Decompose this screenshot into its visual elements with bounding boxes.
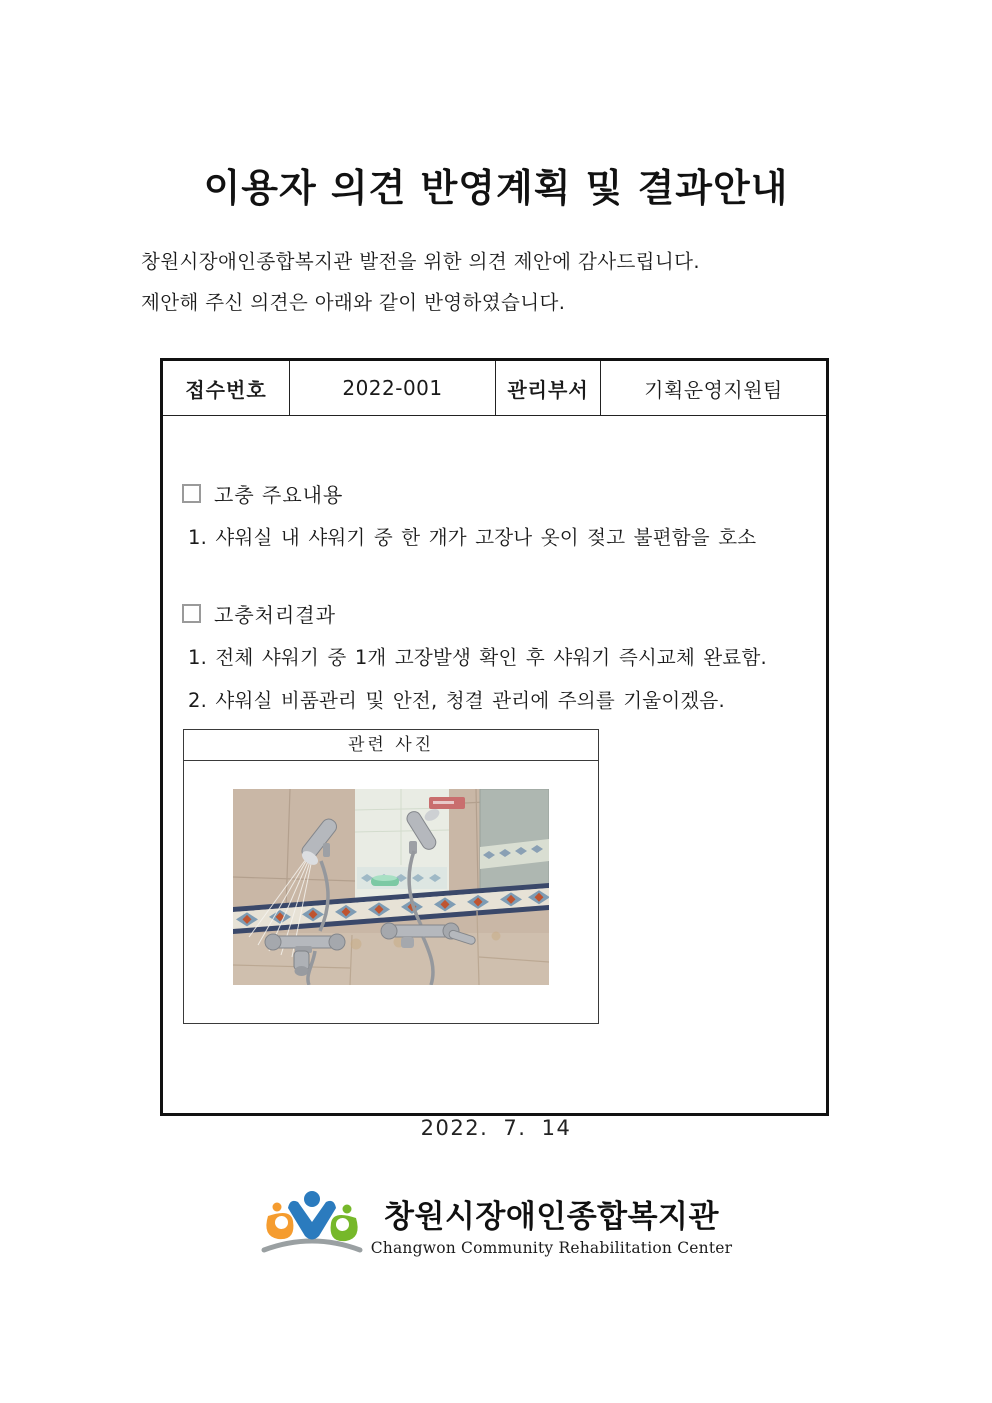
org-logo-text <box>371 1191 733 1257</box>
section-heading-result <box>182 600 810 626</box>
info-table-header-row <box>162 360 828 416</box>
result-item-1: 1. 전체 샤워기 중 1개 고장발생 확인 후 샤워기 즉시교체 완료함. <box>188 646 767 669</box>
org-logo-mark <box>260 1186 364 1262</box>
org-logo <box>0 1186 992 1262</box>
org-name-korean: 창원시장애인종합복지관 <box>384 1199 719 1235</box>
org-name-english: Changwon Community Rehabilitation Center <box>370 1239 733 1257</box>
dept-value: 기획운영지원팀 <box>601 360 828 416</box>
dept-label: 관리부서 <box>496 360 601 416</box>
photo-area <box>184 761 598 1023</box>
photo-box <box>183 729 599 1024</box>
page-title: 이용자 의견 반영계획 및 결과안내 <box>203 166 789 210</box>
checkbox-icon <box>182 484 201 503</box>
section-heading-text: 고충처리결과 <box>214 602 336 627</box>
grievance-item-1: 1. 샤워실 내 샤워기 중 한 개가 고장나 옷이 젖고 불편함을 호소 <box>188 526 757 549</box>
result-item-2: 2. 샤워실 비품관리 및 안전, 청결 관리에 주의를 기울이겠음. <box>188 689 725 712</box>
receipt-no-label: 접수번호 <box>162 360 290 416</box>
info-table <box>160 358 829 1116</box>
intro-line-2: 제안해 주신 의견은 아래와 같이 반영하였습니다. <box>141 291 566 314</box>
document-date: 2022. 7. 14 <box>420 1116 572 1140</box>
section-heading-text: 고충 주요내용 <box>214 482 344 507</box>
intro-line-1: 창원시장애인종합복지관 발전을 위한 의견 제안에 감사드립니다. <box>141 250 700 273</box>
receipt-no-value: 2022-001 <box>290 360 496 416</box>
info-table-content-row <box>162 416 828 1115</box>
related-photo <box>233 789 549 985</box>
checkbox-icon <box>182 604 201 623</box>
intro-text <box>141 248 700 330</box>
photo-box-header: 관련 사진 <box>184 730 598 761</box>
section-heading-grievance <box>182 480 810 506</box>
content-cell <box>162 416 828 1115</box>
